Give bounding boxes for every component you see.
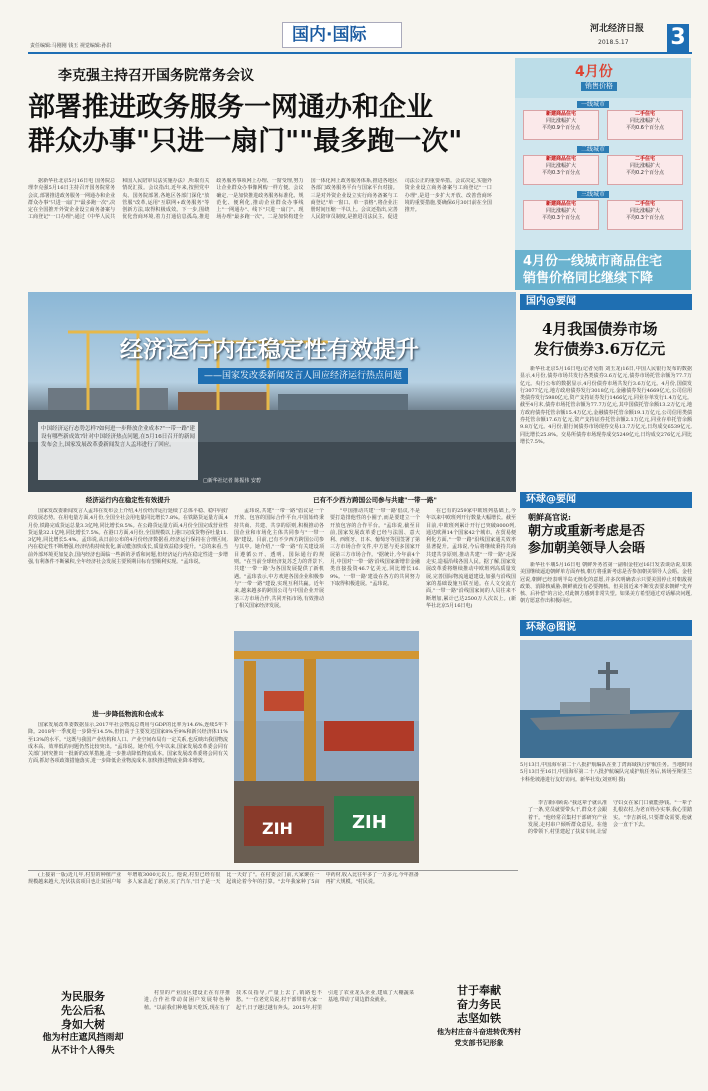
- left-title-5: 从不计个人得失: [51, 1046, 115, 1056]
- feature-banner-title: 经济运行内在稳定性有效提升: [120, 336, 419, 363]
- chart-cell-5: 新建商品住宅 同比涨幅扩大 平均0.3个百分点: [523, 200, 599, 230]
- chart-cell-6: 二手住宅 同比涨幅扩大 平均0.3个百分点: [607, 200, 683, 230]
- korea-body: 新华社平壤5月16日电 朝鲜外务省第一副相金桂冠16日发表谈话说,如果美国继续逼迫朝鲜单方面弃核,朝方将重新考虑是否参加朝美领导人会晤。金桂冠说,朝鲜已经表明半岛无核化的意愿,并多次明确表示只要美国停止对朝敌视政策、消除核威胁,朝鲜就没有必要拥核。但美国近来不断发表要求朝鲜"先弃核、后补偿"的言论,对此朝方感到非常失望。如果美方希望通过对话解决问题,朝方愿意作出积极回应。: [520, 562, 692, 605]
- korea-tag: 环球@要闻: [520, 492, 692, 508]
- bond-headline-1: 4月我国债券市场: [542, 320, 658, 338]
- feature-col2: 孟玮说,共建"一带一路"倡议是一个开放、包容的国际合作平台,中国始终秉持共商、共建、共享的原则,积极推动各国企业和市场化主体共同参与"一带一路"建设。目前,已有不少西方跨国公司参与其中。她介绍,"一带一路"有关建设项目遵循公开、透明、国际通行的规则。"在当前全球经济复苏乏力的背景下,共建'一带一路'为各国发展提供了新机遇。"孟玮表示,中方欢迎各国企业积极参与"一带一路"建设,实现互利共赢。近年来,越来越多的跨国公司与中国企业开展第三方市场合作,共同开拓市场,有效推动了相关国家经济发展。: [234, 508, 324, 609]
- chart-cell-3: 新建商品住宅 同比涨幅扩大 平均0.3个百分点: [523, 155, 599, 185]
- center-title-5: 党支部书记形象: [454, 1038, 504, 1047]
- left-title-1: 为民服务: [61, 990, 105, 1003]
- svg-text:ZIH: ZIH: [352, 812, 387, 833]
- center-title-3: 志坚如铁: [457, 1012, 501, 1025]
- housing-price-graphic: [515, 58, 691, 290]
- svg-text:ZIH: ZIH: [262, 819, 293, 838]
- lead-headline-2: 群众办事"只进一扇门""最多跑一次": [28, 126, 463, 157]
- header-rule: [28, 52, 692, 54]
- bottom-left-title: [28, 990, 138, 1088]
- chart-cell-1: 新建商品住宅 同比涨幅扩大 平均0.9个百分点: [523, 110, 599, 140]
- korea-headline-2: 参加朝美领导人会晤: [528, 541, 646, 556]
- lead-body: 据新华社北京5月16日电 国务院总理李克强5月16日主持召开国务院常务会议,部署推进政务服务一网通办和企业群众办事"只进一扇门""最多跑一次",决定在全国推开外资企业设立商务备案与工商登记"一口办理";通过《中华人民共和国人民陪审员法实施办法》,听取有关情况汇报。会议指出,近年来,按照党中央、国务院部署,各地区各部门深化"放管服"改革,运用"互联网+政务服务"等创新方法,取得积极成效。下一步,围绕优化营商环境,着力打通信息孤岛,推进政务服务事项网上办理、一窗受理,努力让企业群众办事像网购一样方便。会议确定,一是加快推进政务服务标准化、规范化、便利化,推动企业群众办事线上"一网通办"、线下"只进一扇门"、现场办理"最多跑一次"。二是加快构建全国一体化网上政务服务体系,推进各地区各部门政务服务平台与国家平台对接。三是对外资企业设立实行商务备案与工商登记"单一窗口、单一表格",将企业注册时间压缩一半以上。会议还指出,完善人民陪审员制度,是推进司法民主、促进司法公正的重要举措。会议决定,实施外资企业设立商务备案与工商登记"一口办理",是进一步扩大开放、改善营商环境的重要措施,要确保6月30日前在全国推开。: [28, 178, 492, 221]
- feature-banner-subtitle: ——国家发改委新闻发言人回应经济运行热点问题: [198, 368, 408, 384]
- center-title-4: 他为村庄奋斗奋进转优秀村: [437, 1027, 521, 1036]
- bottom-top-text: (上接第一版)近几年,村里的种植产业规模越来越大,光伏扶贫项目也让贫困户每年增收3000元以上。他说,村里已经有很多人家盖起了新房,买了汽车,"日子是一天比一天好了"。在村委会门前,大家聚在一起谈论着今年的打算。"去年我家种了5亩中药材,收入比往年多了一万多元,今年准备再扩大规模。"村民说。: [28, 872, 419, 886]
- photo-news-caption: 5月13日,中国海军第二十八批护航编队在亚丁湾海域执行护航任务。当地时间5月13日至16日,中国海军第二十八批护航编队完成护航任务后,转场至斯里兰卡科伦坡港进行友好访问。新华社发(刘亚明 摄): [520, 762, 692, 783]
- chart-caption-1: 4月份一线城市商品住宅: [523, 254, 663, 269]
- left-title-4: 他为村庄遮风挡雨却: [42, 1033, 124, 1043]
- chart-subtitle: 销售价格: [581, 82, 617, 91]
- page-number: 3: [667, 24, 689, 52]
- feature-intro-box: [38, 422, 198, 480]
- region-3-label: 三线城市: [577, 191, 609, 198]
- chart-cell-4: 二手住宅 同比涨幅扩大 平均0.2个百分点: [607, 155, 683, 185]
- feature-subhead-1: 经济运行内在稳定性有效提升: [85, 496, 171, 504]
- bottom-rule: [28, 870, 518, 871]
- warship-photo-art: [520, 640, 692, 758]
- header-editors: 责任编辑:马刚刚 钱玉 视觉编辑:孙洪: [30, 43, 112, 49]
- feature-intro: 中国经济运行态势怎样?如何进一步释放企业成本?"一带一路"建设有哪些新成效?针对中国经济热点问题,在5月16日召开的新闻发布会上,国家发展改革委新闻发言人孟玮进行了回应。: [41, 426, 195, 448]
- bottom-right-text: 李吉新回顾说:"我这辈子就认准了一条,党员就要带头干,群众才会跟着干。"他经常召集村干部研究产业发展,走村串户倾听群众意见。在他的带领下,村里建起了扶贫车间,让留守妇女在家门口就能挣钱。"一辈子扎根农村,为老百姓办实事,我心里踏实。"李吉新说,只要群众需要,他就会一直干下去。: [528, 800, 692, 836]
- feature-col4: 在已有的259家中欧班列基础上,今年以来中欧班列开行数量大幅增长。截至目前,中欧班列累计开行已突破8000列,通达欧洲14个国家42个城市。在贸易便利化方面,"一带一路"沿线国家通关效率显著提升。孟玮说,今后将继续秉持共商共建共享原则,推动共建"一带一路"走深走实,造福沿线各国人民。据了解,国家发展改革委将继续推动中欧班列高质量发展,完善国际物流通道建设,加强与沿线国家的基础设施互联互通。在人文交流方面,"一带一路"沿线国家间的人员往来不断增加,累计已达2500万人次以上。(新华社北京5月16日电): [426, 508, 516, 609]
- feature-right-area: [234, 496, 516, 866]
- page-header: [0, 0, 708, 58]
- lead-kicker: 李克强主持召开国务院常务会议: [58, 68, 254, 84]
- korea-kicker: 朝鲜高官说:: [528, 512, 571, 522]
- left-title-3: 身如大树: [61, 1018, 105, 1031]
- warship-photo: [520, 640, 692, 758]
- center-title-1: 甘于奉献: [457, 984, 501, 997]
- korea-story: [520, 492, 692, 618]
- feature-banner: [28, 292, 516, 492]
- issue-date: 2018.5.17: [598, 39, 629, 46]
- feature-col1b: 国家发展改革委数据显示,2017年社会物流总费用与GDP的比率为14.6%,连续5年下降。2018年一季度进一步降至14.5%,但仍高于主要发达国家8%至9%和新兴经济体11%至13%的水平。"这既与我国产业结构和人口、产业空间布局有一定关系,也反映出我国物流成本高、效率低的问题仍然比较突出。"孟玮说。她介绍,今年以来,国家发展改革委会同有关部门研究推出一批新的改革措施,进一步推动降低物流成本。国家发展改革委将会同有关方面,抓好各项政策措施落实,进一步降低企业物流成本,加快推进物流业降本增效。: [28, 722, 228, 765]
- containers-photo-art: [234, 631, 419, 863]
- feature-col1: 国家发改委新闻发言人孟玮在发布会上介绍,4月份经济运行延续了总体平稳、稳中向好的发展态势。在用电量方面,4月份,全国全社会用电量同比增长7.8%。在铁路货运量方面,4月份,铁路完成货运总量3.3亿吨,同比增长8.5%。在公路货运量方面,4月份全国完成营业性货运量32.1亿吨,同比增长7.5%。在港口方面,4月份,全国规模以上港口完成货物吞吐量11.3亿吨,同比增长5.4%。孟玮说,从日前公布的4月份经济数据看,经济运行保持在合理区间,内在稳定性不断增强,经济结构持续优化,新动能加快成长,质量效益稳步提升。"总的来看,当前外部环境更加复杂,国内经济也面临一些新的矛盾和问题,但经济运行内在稳定性进一步增强,有利条件不断累积,全年经济社会发展主要预期目标有望顺利实现。"孟玮说。: [28, 508, 228, 566]
- region-1-label: 一线城市: [577, 101, 609, 108]
- bond-body: 新华社北京5月16日电(记者吴雨 刘玉龙)16日,中国人民银行发布的数据显示,4月份,债券市场共发行各类债券3.6万亿元,债券市场托管余额为77.7万亿元。央行公布的数据显示,4月份债券市场共发行3.6万亿元。4月份,国债发行3077亿元,地方政府债券发行3018亿元,金融债券发行4669亿元,公司信用类债券发行5980亿元,资产支持证券发行1466亿元,同业存单发行1.4万亿元。截至4月末,债券市场托管余额为77.7万亿元,其中国债托管余额13.2万亿元,地方政府债券托管余额15.4万亿元,金融债券托管余额19.1万亿元,公司信用类债券托管余额17.6万亿元,资产支持证券托管余额2.1万亿元,同业存单托管余额9.8万亿元。4月份,银行间债券市场现券交易13.7万亿元,日均成交6539亿元,同比增长25.8%。交易所债券市场现券成交5249亿元,日均成交276亿元,同比增长7.5%。: [520, 366, 692, 445]
- bond-tag: 国内@要闻: [520, 294, 692, 310]
- photo-news: [520, 620, 692, 798]
- bond-story: [520, 294, 692, 494]
- korea-headline-1: 朝方或重新考虑是否: [528, 524, 646, 539]
- container-port-photo: [234, 631, 419, 863]
- feature-photo-credit: □新华社记者 陈振伟 安碧: [203, 478, 261, 484]
- paper-name: 河北经济日报: [590, 24, 645, 34]
- lead-story: [28, 58, 516, 290]
- left-title-2: 先公后私: [61, 1004, 105, 1017]
- bottom-mid-text: 村里的产业园区建设正在有序推进,合作社带动贫困户发展特色种植。"以前我们种地靠天吃饭,现在有了技术员指导,产量上去了,销路也不愁。"一位老党员说,村干部带着大家一起干,日子越过越有奔头。2015年,村里引进了农业龙头企业,建成了大棚蔬菜基地,带动了周边群众就业。: [144, 990, 414, 1011]
- feature-col3: "中国推动共建'一带一路'倡议,不是要打造排他性的小圈子,而是要建立一个开放包容的合作平台。"孟玮说,截至目前,国家发展改革委已经与法国、意大利、西班牙、日本、葡萄牙等国签署了第三方市场合作文件,中方愿与更多国家开展第三方市场合作。"据统计,今年前4个月,中国对'一带一路'沿线国家新增非金融类直接投资46.7亿美元,同比增长16.9%。'一带一路'建设在各方的共同努力下取得积极进展。"孟玮说。: [330, 508, 420, 587]
- chart-cell-2: 二手住宅 同比涨幅扩大 平均0.6个百分点: [607, 110, 683, 140]
- center-title-2: 奋力务民: [457, 998, 501, 1011]
- chart-caption-2: 销售价格同比继续下降: [523, 271, 654, 286]
- feature-subhead-3: 已有不少西方跨国公司参与共建"一带一路": [313, 496, 437, 504]
- section-title: 国内·国际: [292, 25, 367, 45]
- feature-subhead-2: 进一步降低物流和仓成本: [92, 710, 164, 718]
- lead-headline-1: 部署推进政务服务一网通办和企业: [28, 92, 433, 123]
- photo-news-tag: 环球@图说: [520, 620, 692, 636]
- bond-headline-2: 发行债券3.6万亿元: [534, 340, 666, 358]
- bottom-center-title: [424, 984, 534, 1088]
- region-2-label: 二线城市: [577, 146, 609, 153]
- chart-title: 4月份: [575, 64, 613, 80]
- feature-left-column: [28, 496, 228, 866]
